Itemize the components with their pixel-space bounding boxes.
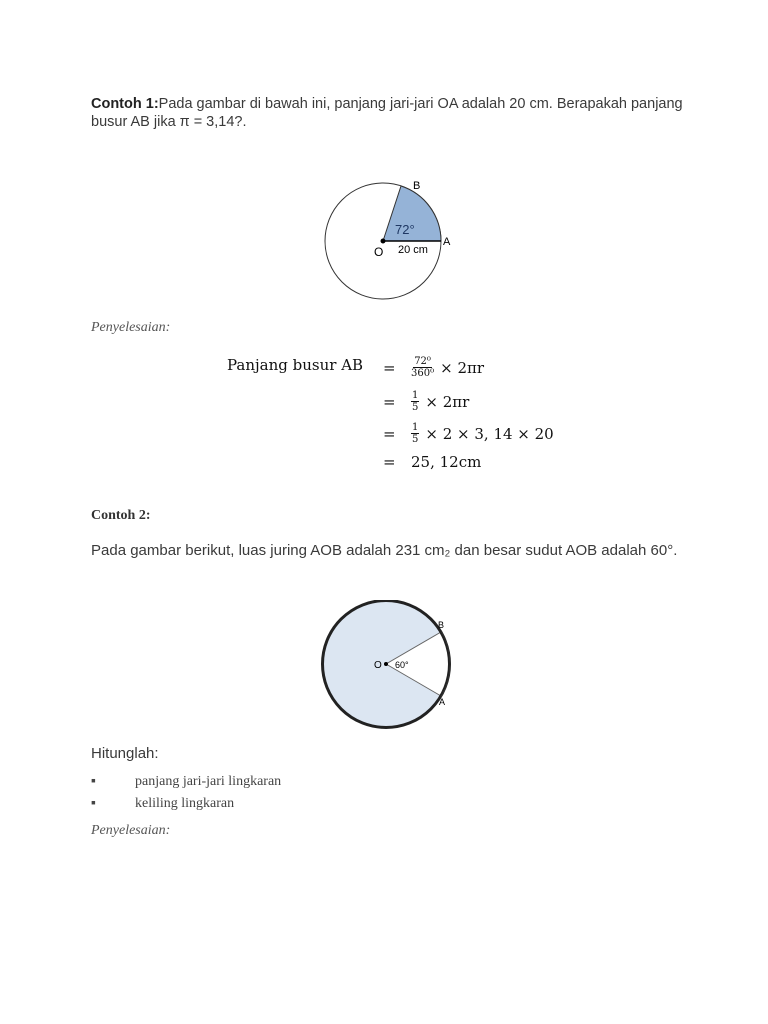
bullet-icon: ▪ [91, 796, 96, 811]
math-line3: × 2 × 3, 14 × 20 [425, 424, 554, 443]
bullet-text: panjang jari-jari lingkaran [135, 774, 282, 789]
example1-heading: Contoh 1: [91, 96, 159, 112]
example2-solution-label: Penyelesaian: [91, 823, 171, 838]
math-eq: = [383, 392, 396, 411]
center-point [381, 239, 386, 244]
math-eq: = [383, 358, 396, 377]
example2-circle-figure [310, 600, 460, 740]
example1-text: Pada gambar di bawah ini, panjang jari-jari OA adalah 20 cm. Berapakah panjang busur AB jika π = 3,14?. [91, 96, 683, 130]
example1-question [91, 95, 691, 131]
frac-num: 1 [412, 422, 419, 433]
frac-den: 5 [412, 434, 419, 445]
radius-label: 20 cm [398, 244, 428, 256]
label-b: B [413, 180, 421, 192]
label-o: O [374, 245, 384, 259]
frac-num: 1 [412, 390, 419, 401]
example2-text: Pada gambar berikut, luas juring AOB adalah 231 cm₂ dan besar sudut AOB adalah 60°. [91, 542, 678, 559]
bullet-text: keliling lingkaran [135, 796, 235, 811]
label-a: A [443, 236, 451, 248]
label-a: A [439, 697, 446, 707]
label-o: O [374, 660, 382, 671]
example2-prompt: Hitunglah: [91, 745, 159, 762]
math-lhs: Panjang busur AB [227, 356, 364, 374]
math-line4: 25, 12cm [411, 453, 482, 471]
angle-label: 60° [395, 660, 409, 670]
angle-label: 72° [395, 222, 415, 237]
math-line1: × 2πr [440, 358, 485, 377]
frac-den: 360⁰ [411, 368, 435, 379]
bullet-icon: ▪ [91, 774, 96, 789]
math-line2: × 2πr [425, 392, 470, 411]
math-eq: = [383, 453, 396, 471]
bullet-item [91, 796, 234, 812]
example1-solution-label: Penyelesaian: [91, 320, 171, 335]
center-point [384, 662, 388, 666]
frac-num: 72⁰ [414, 356, 431, 367]
bullet-item [91, 774, 281, 790]
label-b: B [438, 620, 445, 630]
example2-heading: Contoh 2: [91, 508, 151, 523]
math-eq: = [383, 424, 396, 443]
frac-den: 5 [412, 402, 419, 413]
example1-circle-figure [310, 170, 460, 310]
